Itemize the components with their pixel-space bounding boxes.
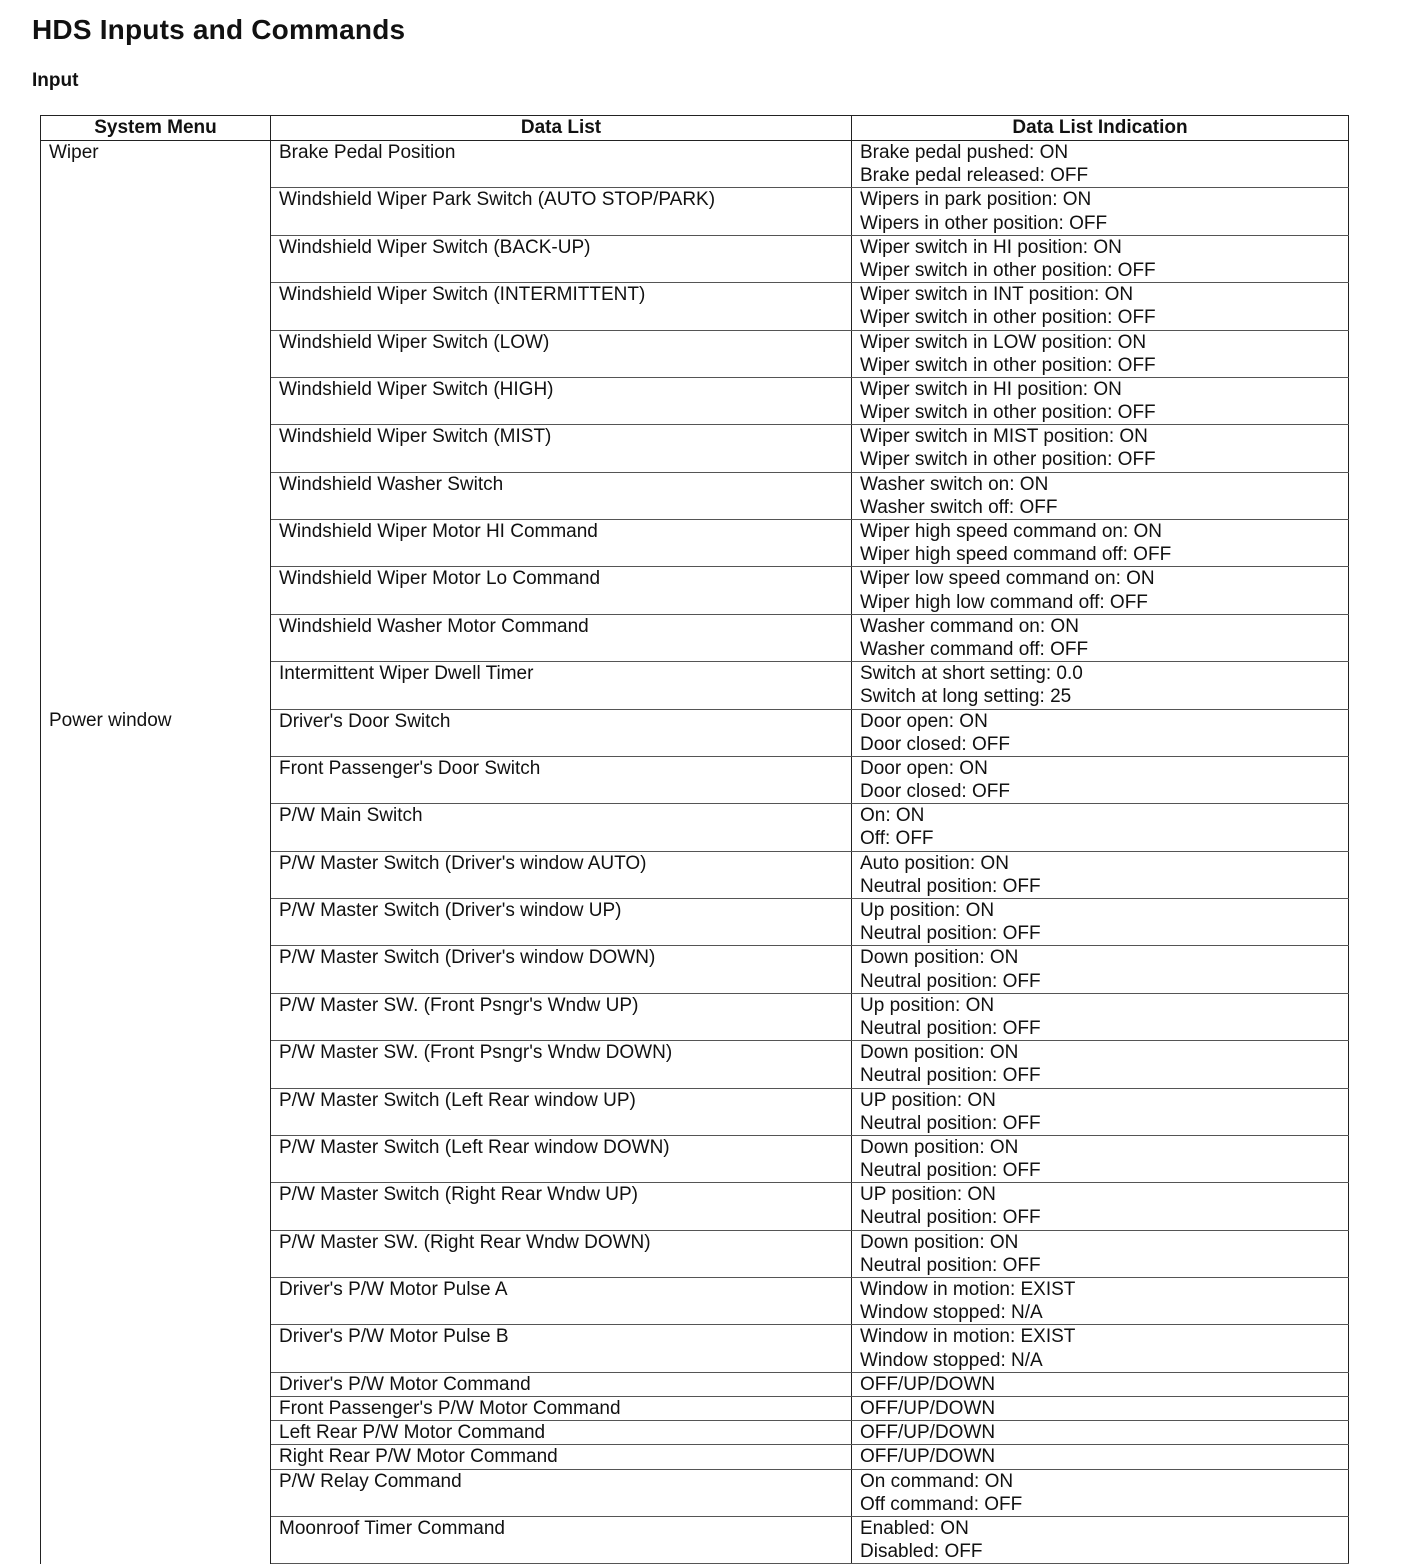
indication-line: Neutral position: OFF (860, 1207, 1041, 1229)
data-list-cell (271, 993, 852, 1040)
data-list-item: Windshield Wiper Motor Lo Command (279, 568, 601, 590)
data-list-item: Driver's Door Switch (279, 710, 451, 732)
data-list-item: P/W Master Switch (Right Rear Wndw UP) (279, 1184, 638, 1206)
data-list-indication-cell (852, 946, 1349, 993)
row-spacer (279, 638, 843, 661)
indication-line: Washer switch off: OFF (860, 496, 1058, 518)
data-list-cell (271, 425, 852, 472)
data-list-table (40, 115, 1349, 1564)
data-list-cell (271, 283, 852, 330)
data-list-item: P/W Master SW. (Right Rear Wndw DOWN) (279, 1231, 651, 1253)
indication-line: Up position: ON (860, 994, 995, 1016)
data-list-cell (271, 1135, 852, 1182)
row-spacer (279, 1349, 843, 1372)
table-row (41, 709, 1349, 756)
indication-line: Up position: ON (860, 900, 995, 921)
data-list-indication-cell (852, 1135, 1349, 1182)
indication-line: Switch at long setting: 25 (860, 686, 1072, 708)
data-list-indication-cell (852, 520, 1349, 567)
indication-line: Door open: ON (860, 757, 988, 779)
row-spacer (279, 164, 843, 187)
data-list-indication-cell (852, 662, 1349, 709)
indication-line: Washer command off: OFF (860, 638, 1089, 660)
data-list-cell (271, 1183, 852, 1230)
data-list-indication-cell (852, 235, 1349, 282)
indication-line: OFF/UP/DOWN (860, 1446, 996, 1468)
data-list-item: P/W Master Switch (Driver's window AUTO) (279, 852, 647, 874)
row-spacer (279, 1064, 843, 1087)
data-list-indication-cell (852, 1445, 1349, 1469)
data-list-indication-cell (852, 283, 1349, 330)
data-list-cell (271, 851, 852, 898)
data-list-indication-cell (852, 567, 1349, 614)
row-spacer (279, 496, 843, 519)
data-list-indication-cell (852, 1516, 1349, 1563)
row-spacer (279, 259, 843, 282)
data-list-cell (271, 1230, 852, 1277)
system-menu-cell: Power window (41, 709, 271, 1564)
indication-line: Neutral position: OFF (860, 1160, 1041, 1182)
indication-line: Down position: ON (860, 947, 1019, 969)
row-spacer (279, 401, 843, 424)
row-spacer (279, 1159, 843, 1182)
data-list-indication-cell (852, 330, 1349, 377)
data-list-cell (271, 141, 852, 188)
data-list-item: Windshield Wiper Switch (INTERMITTENT) (279, 284, 646, 306)
indication-line: Wiper high speed command off: OFF (860, 544, 1172, 566)
row-spacer (279, 306, 843, 329)
indication-line: Wiper switch in INT position: ON (860, 284, 1134, 306)
data-list-cell (271, 662, 852, 709)
data-list-item: Intermittent Wiper Dwell Timer (279, 663, 534, 685)
row-spacer (279, 212, 843, 235)
data-list-indication-cell (852, 1469, 1349, 1516)
indication-line: Window stopped: N/A (860, 1349, 1043, 1371)
indication-line: Switch at short setting: 0.0 (860, 663, 1083, 685)
data-list-item: P/W Master Switch (Driver's window DOWN) (279, 947, 656, 969)
indication-line: Down position: ON (860, 1231, 1019, 1253)
data-list-indication-cell (852, 1183, 1349, 1230)
row-spacer (279, 733, 843, 756)
data-list-item: P/W Master SW. (Front Psngr's Wndw UP) (279, 994, 639, 1016)
indication-line: OFF/UP/DOWN (860, 1397, 996, 1419)
indication-line: Down position: ON (860, 1136, 1019, 1158)
data-list-cell (271, 899, 852, 946)
indication-line: Neutral position: OFF (860, 923, 1041, 945)
system-menu-cell: Wiper (41, 141, 271, 710)
indication-line: Wiper switch in MIST position: ON (860, 426, 1148, 448)
indication-line: UP position: ON (860, 1089, 996, 1111)
row-spacer (279, 970, 843, 993)
data-list-cell (271, 1325, 852, 1372)
indication-line: Wiper switch in other position: OFF (860, 307, 1156, 329)
data-list-cell (271, 1372, 852, 1396)
indication-line: UP position: ON (860, 1184, 996, 1206)
indication-line: Neutral position: OFF (860, 1112, 1041, 1134)
data-list-item: P/W Main Switch (279, 805, 423, 827)
data-list-item: P/W Master SW. (Front Psngr's Wndw DOWN) (279, 1042, 673, 1064)
row-spacer (279, 1254, 843, 1277)
row-spacer (279, 922, 843, 945)
data-list-indication-cell (852, 804, 1349, 851)
row-spacer (279, 448, 843, 471)
data-list-cell (271, 1041, 852, 1088)
indication-line: Window stopped: N/A (860, 1302, 1043, 1324)
data-list-item: Windshield Wiper Motor HI Command (279, 521, 598, 542)
indication-line: On command: ON (860, 1470, 1014, 1492)
row-spacer (279, 875, 843, 898)
data-list-item: Windshield Washer Switch (279, 473, 504, 495)
data-list-indication-cell (852, 899, 1349, 946)
table-body (41, 141, 1349, 1564)
row-spacer (279, 685, 843, 708)
data-list-cell (271, 235, 852, 282)
indication-line: Brake pedal pushed: ON (860, 142, 1069, 163)
data-list-item: Windshield Wiper Park Switch (AUTO STOP/PARK) (279, 189, 716, 211)
data-list-indication-cell (852, 993, 1349, 1040)
row-spacer (279, 827, 843, 850)
indication-line: Washer switch on: ON (860, 473, 1049, 495)
data-list-item: Windshield Wiper Switch (LOW) (279, 331, 550, 353)
indication-line: Door closed: OFF (860, 781, 1010, 803)
data-list-cell (271, 804, 852, 851)
data-list-indication-cell (852, 1230, 1349, 1277)
indication-line: Neutral position: OFF (860, 1017, 1041, 1039)
data-list-cell (271, 1445, 852, 1469)
data-list-cell (271, 756, 852, 803)
indication-line: On: ON (860, 805, 925, 827)
data-list-indication-cell (852, 1421, 1349, 1445)
row-spacer (279, 1112, 843, 1135)
data-list-indication-cell (852, 377, 1349, 424)
header-data-list: Data List (271, 116, 852, 141)
data-list-item: Driver's P/W Motor Pulse B (279, 1326, 509, 1348)
row-spacer (279, 1301, 843, 1324)
page-title: HDS Inputs and Commands (32, 14, 406, 45)
indication-line: Wipers in park position: ON (860, 189, 1092, 211)
data-list-item: Windshield Washer Motor Command (279, 615, 589, 637)
data-list-item: Brake Pedal Position (279, 142, 456, 163)
indication-line: Wiper switch in HI position: ON (860, 236, 1122, 258)
indication-line: Wiper low speed command on: ON (860, 568, 1155, 590)
row-spacer (279, 1540, 843, 1563)
data-list-indication-cell (852, 1372, 1349, 1396)
data-list-item: Windshield Wiper Switch (HIGH) (279, 378, 554, 400)
indication-line: Auto position: ON (860, 852, 1009, 874)
indication-line: Disabled: OFF (860, 1541, 983, 1563)
row-spacer (279, 354, 843, 377)
data-list-item: Front Passenger's P/W Motor Command (279, 1397, 621, 1419)
data-list-cell (271, 1516, 852, 1563)
indication-line: Wipers in other position: OFF (860, 212, 1108, 234)
indication-line: Wiper switch in other position: OFF (860, 402, 1156, 424)
table-header-row (41, 116, 1349, 141)
data-list-cell (271, 614, 852, 661)
data-list-indication-cell (852, 1396, 1349, 1420)
data-list-item: P/W Master Switch (Left Rear window UP) (279, 1089, 636, 1111)
indication-line: Wiper switch in other position: OFF (860, 354, 1156, 376)
indication-line: Wiper high speed command on: ON (860, 521, 1163, 542)
row-spacer (279, 1493, 843, 1516)
indication-line: Wiper high low command off: OFF (860, 591, 1148, 613)
indication-line: Washer command on: ON (860, 615, 1079, 637)
data-list-cell (271, 188, 852, 235)
row-spacer (279, 1206, 843, 1229)
data-list-cell (271, 1396, 852, 1420)
data-list-cell (271, 377, 852, 424)
indication-line: Window in motion: EXIST (860, 1279, 1076, 1300)
data-list-indication-cell (852, 756, 1349, 803)
data-list-item: Left Rear P/W Motor Command (279, 1422, 546, 1444)
data-list-cell (271, 1469, 852, 1516)
data-list-indication-cell (852, 614, 1349, 661)
data-list-indication-cell (852, 1041, 1349, 1088)
data-list-cell (271, 330, 852, 377)
indication-line: OFF/UP/DOWN (860, 1373, 996, 1395)
data-list-item: P/W Relay Command (279, 1470, 462, 1492)
section-title: Input (32, 70, 79, 91)
data-list-item: Driver's P/W Motor Command (279, 1373, 531, 1395)
header-data-list-indication: Data List Indication (852, 116, 1349, 141)
data-list-indication-cell (852, 1325, 1349, 1372)
indication-line: Wiper switch in LOW position: ON (860, 331, 1147, 353)
indication-line: Wiper switch in other position: OFF (860, 449, 1156, 471)
data-list-cell (271, 472, 852, 519)
indication-line: Off: OFF (860, 828, 934, 850)
data-list-item: Driver's P/W Motor Pulse A (279, 1279, 508, 1300)
table-row (41, 141, 1349, 188)
row-spacer (279, 1017, 843, 1040)
data-list-cell (271, 1278, 852, 1325)
data-list-indication-cell (852, 1278, 1349, 1325)
indication-line: Down position: ON (860, 1042, 1019, 1064)
indication-line: OFF/UP/DOWN (860, 1422, 996, 1444)
indication-line: Neutral position: OFF (860, 1065, 1041, 1087)
data-list-indication-cell (852, 425, 1349, 472)
row-spacer (279, 780, 843, 803)
data-list-indication-cell (852, 188, 1349, 235)
indication-line: Brake pedal released: OFF (860, 165, 1089, 187)
data-list-item: Front Passenger's Door Switch (279, 757, 541, 779)
data-list-cell (271, 1421, 852, 1445)
data-list-item: Right Rear P/W Motor Command (279, 1446, 558, 1468)
data-list-indication-cell (852, 1088, 1349, 1135)
data-list-cell (271, 1088, 852, 1135)
indication-line: Neutral position: OFF (860, 970, 1041, 992)
data-list-cell (271, 946, 852, 993)
indication-line: Wiper switch in other position: OFF (860, 259, 1156, 281)
data-list-item: Moonroof Timer Command (279, 1517, 505, 1539)
data-list-cell (271, 709, 852, 756)
indication-line: Window in motion: EXIST (860, 1326, 1076, 1348)
row-spacer (279, 591, 843, 614)
data-list-item: Windshield Wiper Switch (MIST) (279, 426, 552, 448)
data-list-indication-cell (852, 141, 1349, 188)
indication-line: Neutral position: OFF (860, 1254, 1041, 1276)
data-list-item: P/W Master Switch (Left Rear window DOWN) (279, 1136, 670, 1158)
data-list-indication-cell (852, 472, 1349, 519)
indication-line: Wiper switch in HI position: ON (860, 378, 1122, 400)
indication-line: Off command: OFF (860, 1493, 1023, 1515)
indication-line: Neutral position: OFF (860, 875, 1041, 897)
data-list-cell (271, 520, 852, 567)
indication-line: Door open: ON (860, 710, 988, 732)
data-list-item: Windshield Wiper Switch (BACK-UP) (279, 236, 591, 258)
indication-line: Enabled: ON (860, 1517, 969, 1539)
row-spacer (279, 543, 843, 566)
header-system-menu: System Menu (41, 116, 271, 141)
indication-line: Door closed: OFF (860, 733, 1010, 755)
data-list-indication-cell (852, 709, 1349, 756)
data-list-cell (271, 567, 852, 614)
data-list-item: P/W Master Switch (Driver's window UP) (279, 900, 622, 921)
data-list-indication-cell (852, 851, 1349, 898)
